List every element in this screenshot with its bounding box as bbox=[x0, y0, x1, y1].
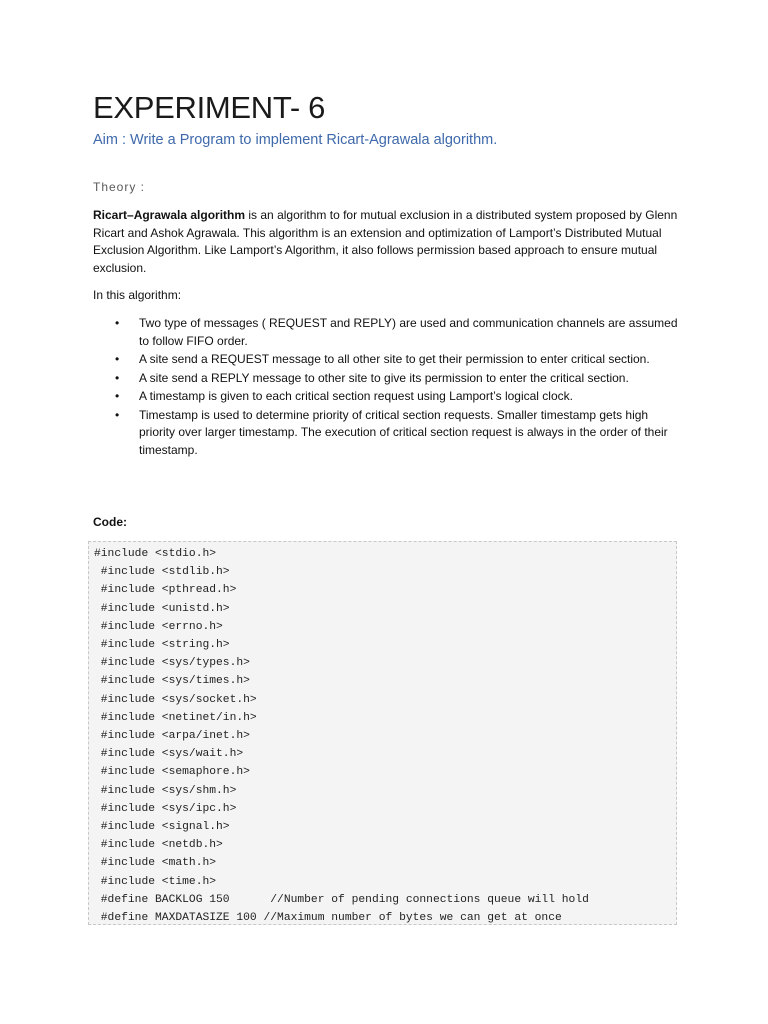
code-line: #include <sys/socket.h> bbox=[94, 693, 257, 706]
algorithm-heading: In this algorithm: bbox=[93, 288, 182, 302]
code-line: #include <sys/ipc.h> bbox=[94, 802, 237, 815]
bullet-icon: • bbox=[115, 316, 120, 330]
page-title: EXPERIMENT- 6 bbox=[93, 90, 326, 125]
bullet-icon: • bbox=[115, 407, 120, 422]
code-line: #include <errno.h> bbox=[94, 620, 223, 633]
list-item bbox=[93, 407, 683, 460]
code-line: #include <string.h> bbox=[94, 639, 230, 652]
intro-text: is an algorithm to for mutual exclusion in a distributed system proposed by Glenn Ricart and Ashok Agrawala. This algorithm is an extension and optimization of Lamport’s Distributed Mutual Exclusion Algorithm. Like Lamport’s Algorithm, it also follows permission based approach to ensure mutual exclusion. bbox=[93, 208, 678, 275]
code-line: #include <arpa/inet.h> bbox=[94, 730, 250, 743]
list-item-text: A timestamp is given to each critical section request using Lamport’s logical clock. bbox=[139, 389, 573, 403]
bullet-icon: • bbox=[115, 352, 120, 366]
code-line: #include <unistd.h> bbox=[94, 602, 230, 615]
code-line: #include <stdio.h> bbox=[94, 548, 217, 560]
list-item-text: A site send a REQUEST message to all other site to get their permission to enter critical section. bbox=[139, 352, 650, 366]
list-item bbox=[93, 370, 683, 388]
list-item bbox=[93, 388, 683, 406]
code-line: #define BACKLOG 150 //Number of pending connections queue will hold bbox=[94, 893, 589, 906]
code-line: #include <netdb.h> bbox=[94, 839, 223, 852]
code-line: #include <sys/shm.h> bbox=[94, 784, 237, 797]
code-block bbox=[88, 541, 677, 925]
aim-text: Aim : Write a Program to implement Ricart-Agrawala algorithm. bbox=[93, 132, 498, 148]
bullet-list bbox=[93, 315, 683, 460]
code-line: #define MAXDATASIZE 100 //Maximum number of bytes we can get at once bbox=[94, 912, 562, 925]
code-line: #include <signal.h> bbox=[94, 821, 230, 834]
bullet-icon: • bbox=[115, 389, 120, 403]
code-heading: Code: bbox=[93, 515, 127, 529]
list-item-text: Timestamp is used to determine priority of critical section requests. Smaller timestamp gets high priority over larger timestamp. The execution of critical section request is always in the order of their timestamp. bbox=[139, 407, 668, 457]
code-line: #include <sys/times.h> bbox=[94, 675, 250, 688]
bullet-icon: • bbox=[115, 370, 120, 385]
list-item-text: Two type of messages ( REQUEST and REPLY) are used and communication channels are assumed to follow FIFO order. bbox=[139, 316, 678, 348]
intro-bold-lead: Ricart–Agrawala algorithm bbox=[93, 208, 246, 222]
code-line: #include <pthread.h> bbox=[94, 584, 237, 597]
code-line: #include <netinet/in.h> bbox=[94, 711, 257, 724]
code-line: #include <sys/wait.h> bbox=[94, 748, 244, 761]
theory-heading: Theory : bbox=[93, 180, 146, 194]
code-line: #include <semaphore.h> bbox=[94, 766, 250, 779]
code-line: #include <stdlib.h> bbox=[94, 566, 230, 579]
code-line: #include <math.h> bbox=[94, 857, 217, 870]
list-item bbox=[93, 351, 683, 369]
list-item bbox=[93, 315, 683, 350]
code-line: #include <time.h> bbox=[94, 875, 217, 888]
code-line: #include <sys/types.h> bbox=[94, 657, 250, 670]
list-item-text: A site send a REPLY message to other site to give its permission to enter the critical section. bbox=[139, 370, 629, 385]
intro-paragraph bbox=[93, 207, 683, 277]
